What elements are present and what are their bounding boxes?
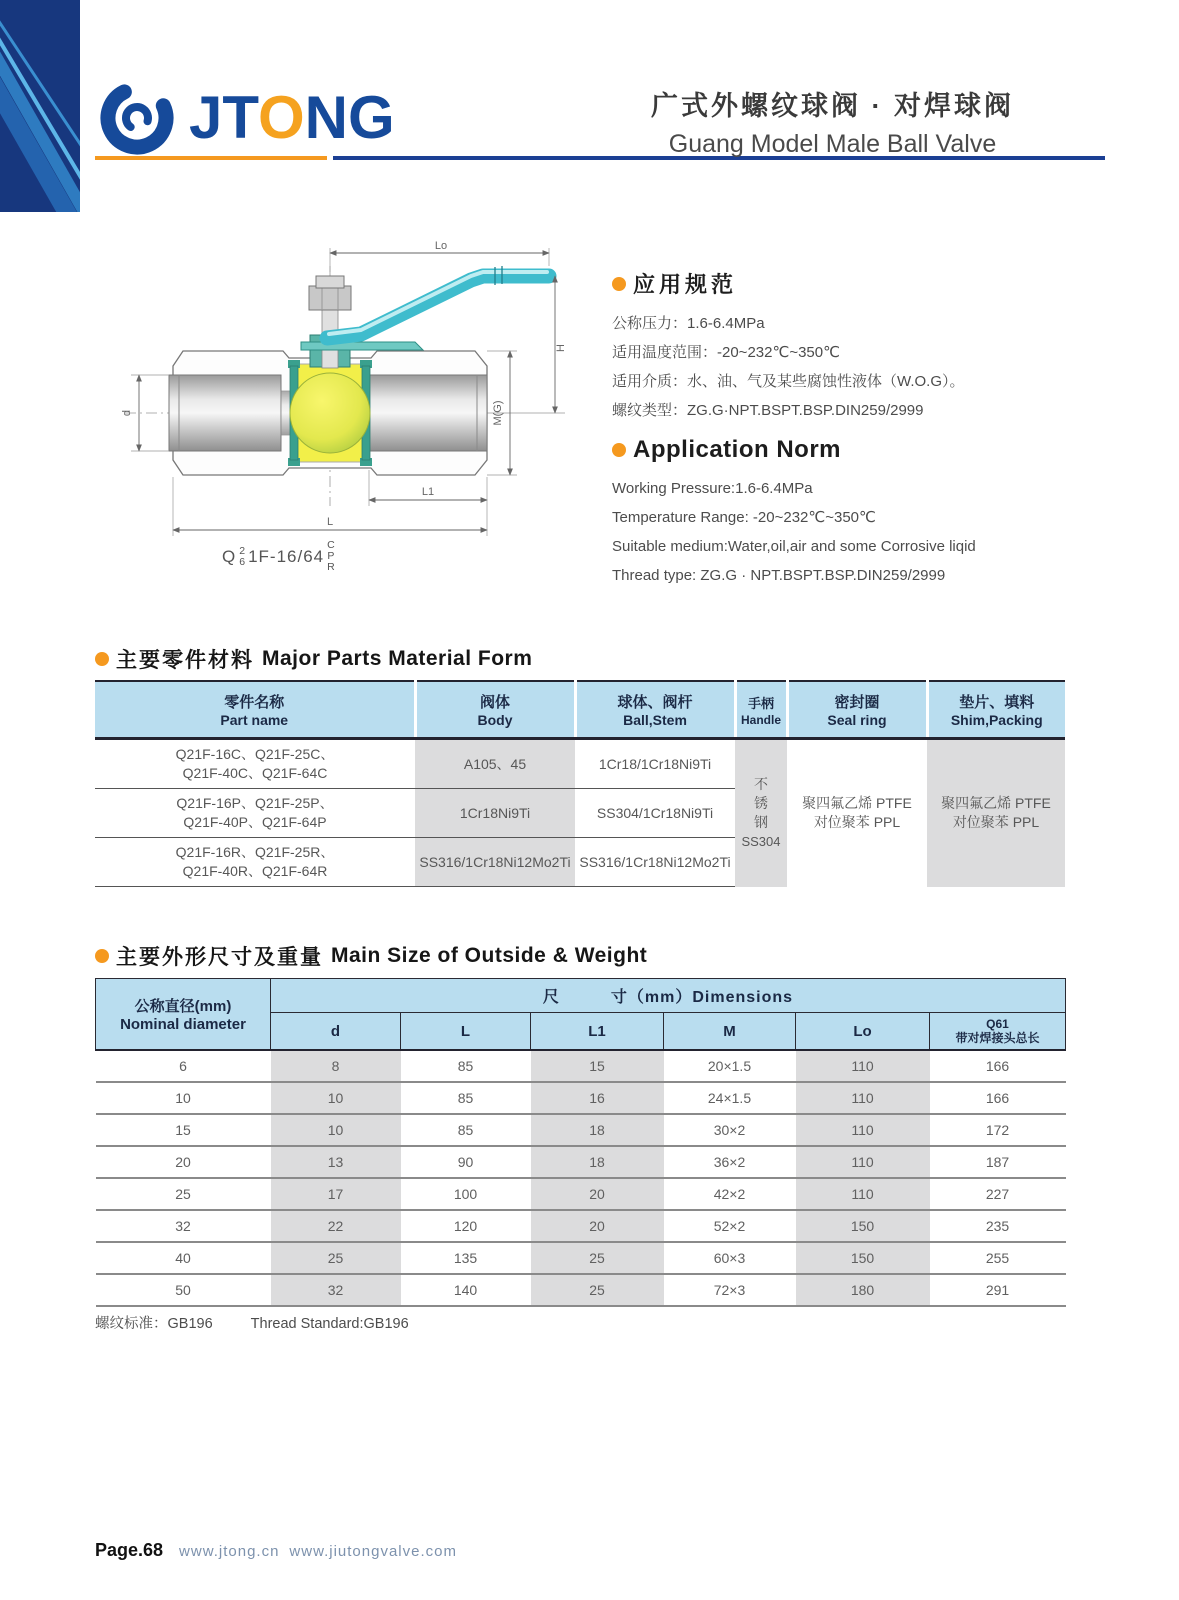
website-link-2[interactable]: www.jiutongvalve.com [289, 1543, 457, 1560]
dim-cell: 60×3 [664, 1242, 796, 1274]
dim-label-lo: Lo [434, 240, 448, 252]
bullet-icon [95, 652, 109, 666]
thread-standard-note: 螺纹标准：GB196 Thread Standard:GB196 [95, 1316, 409, 1332]
model-code-stack1: 2 6 [239, 544, 246, 568]
dim-cell: 291 [930, 1274, 1066, 1306]
dim-cell: 150 [796, 1242, 930, 1274]
dim-cell: 110 [796, 1050, 930, 1082]
page-footer [95, 1540, 457, 1561]
spec-heading-en: Application Norm [612, 436, 1092, 464]
dim-cell: 72×3 [664, 1274, 796, 1306]
corner-decoration [0, 0, 80, 212]
dim-row [96, 1210, 1066, 1242]
dim-cell: 52×2 [664, 1210, 796, 1242]
dim-cell: 150 [796, 1210, 930, 1242]
dim-cell: 42×2 [664, 1178, 796, 1210]
model-code-middle: 1F-16/64 [248, 546, 325, 566]
page-title [600, 84, 1065, 159]
dim-cell: 187 [930, 1146, 1066, 1178]
dim-cell: 166 [930, 1050, 1066, 1082]
bullet-icon [612, 277, 626, 291]
dim-cell: 85 [401, 1082, 531, 1114]
col-Lo: Lo [796, 1013, 930, 1051]
col-L1: L1 [531, 1013, 664, 1051]
dim-cell: 25 [271, 1242, 401, 1274]
pipe-end-left [169, 375, 281, 451]
cell-body: 1Cr18Ni9Ti [415, 789, 575, 838]
dim-row [96, 1242, 1066, 1274]
dim-row [96, 1274, 1066, 1306]
dim-cell: 100 [401, 1178, 531, 1210]
jtong-logo-icon [93, 72, 181, 164]
materials-section-heading: 主要零件材料 Major Parts Material Form [95, 644, 532, 674]
stem-nut [309, 286, 351, 310]
page-title-en: Guang Model Male Ball Valve [668, 130, 997, 158]
dimensions-span-header: 尺 寸（mm）Dimensions [271, 979, 1066, 1013]
dim-cell: 32 [96, 1210, 271, 1242]
dim-cell: 110 [796, 1146, 930, 1178]
dim-cell: 10 [271, 1082, 401, 1114]
spec-section-cn [612, 268, 1092, 425]
valve-technical-drawing [103, 238, 583, 570]
pipe-end-right [369, 375, 487, 451]
dim-label-l: L [326, 516, 334, 528]
dim-cell: 227 [930, 1178, 1066, 1210]
cell-body: SS316/1Cr18Ni12Mo2Ti [415, 838, 575, 887]
dim-cell: 20 [531, 1178, 664, 1210]
bullet-icon [612, 443, 626, 457]
spec-line: Temperature Range: -20~232℃~350℃ [612, 509, 876, 526]
col-handle: 手柄 Handle [735, 681, 787, 739]
spec-line: 适用介质：水、油、气及某些腐蚀性液体（W.O.G）。 [612, 373, 965, 390]
cell-body: A105、45 [415, 739, 575, 789]
model-code-stack2: C P R [327, 539, 335, 573]
dim-cell: 10 [96, 1082, 271, 1114]
materials-header-row [95, 681, 1065, 739]
spec-line: Working Pressure:1.6-6.4MPa [612, 480, 813, 497]
bullet-icon [95, 949, 109, 963]
cell-ball-stem: SS304/1Cr18Ni9Ti [575, 789, 735, 838]
dim-cell: 235 [930, 1210, 1066, 1242]
dim-cell: 17 [271, 1178, 401, 1210]
dim-row [96, 1114, 1066, 1146]
cell-ball-stem: 1Cr18/1Cr18Ni9Ti [575, 739, 735, 789]
page-title-cn: 广式外螺纹球阀 · 对焊球阀 [651, 91, 1014, 121]
materials-table [95, 680, 1065, 887]
col-d: d [271, 1013, 401, 1051]
dim-cell: 6 [96, 1050, 271, 1082]
spec-line: 螺纹类型：ZG.G·NPT.BSPT.BSP.DIN259/2999 [612, 402, 924, 419]
page-number: Page.68 [95, 1540, 164, 1560]
cell-handle-merged: 不 锈 钢 SS304 [735, 739, 787, 887]
col-seal-ring: 密封圈 Seal ring [787, 681, 927, 739]
materials-row [95, 739, 1065, 789]
website-link-1[interactable]: www.jtong.cn [179, 1543, 280, 1560]
dim-cell: 22 [271, 1210, 401, 1242]
spec-section-en [612, 436, 1092, 590]
dim-cell: 50 [96, 1274, 271, 1306]
dim-cell: 30×2 [664, 1114, 796, 1146]
dim-label-d: d [121, 409, 133, 417]
dim-row [96, 1050, 1066, 1082]
dim-cell: 25 [531, 1274, 664, 1306]
valve-ball [290, 373, 370, 453]
dim-cell: 180 [796, 1274, 930, 1306]
spec-line: 公称压力：1.6-6.4MPa [612, 315, 765, 332]
dim-label-h: H [555, 344, 567, 352]
cell-part-name: Q21F-16P、Q21F-25P、 Q21F-40P、Q21F-64P [95, 789, 415, 838]
cell-shim-merged: 聚四氟乙烯 PTFE 对位聚苯 PPL [927, 739, 1065, 887]
col-Q61: Q61 带对焊接头总长 [930, 1013, 1066, 1051]
dim-cell: 172 [930, 1114, 1066, 1146]
dimensions-table [95, 978, 1066, 1307]
dim-cell: 18 [531, 1146, 664, 1178]
dim-cell: 15 [531, 1050, 664, 1082]
dim-cell: 135 [401, 1242, 531, 1274]
col-ball-stem: 球体、阀杆 Ball,Stem [575, 681, 735, 739]
col-part-name: 零件名称 Part name [95, 681, 415, 739]
spec-line: 适用温度范围：-20~232℃~350℃ [612, 344, 840, 361]
dim-cell: 13 [271, 1146, 401, 1178]
col-nominal-diameter: 公称直径(mm) Nominal diameter [96, 979, 271, 1051]
handle-bracket [301, 342, 423, 350]
dim-cell: 166 [930, 1082, 1066, 1114]
dim-cell: 110 [796, 1082, 930, 1114]
col-L: L [401, 1013, 531, 1051]
dim-cell: 10 [271, 1114, 401, 1146]
spec-heading-cn: 应用规范 [612, 268, 1092, 299]
dim-cell: 20 [531, 1210, 664, 1242]
cell-part-name: Q21F-16R、Q21F-25R、 Q21F-40R、Q21F-64R [95, 838, 415, 887]
dimensions-section-heading: 主要外形尺寸及重量 Main Size of Outside & Weight [95, 941, 647, 971]
dim-cell: 18 [531, 1114, 664, 1146]
dim-cell: 85 [401, 1050, 531, 1082]
dim-row [96, 1178, 1066, 1210]
dim-cell: 110 [796, 1114, 930, 1146]
logo-wordmark: JTONG [189, 84, 395, 151]
dim-cell: 15 [96, 1114, 271, 1146]
dim-cell: 120 [401, 1210, 531, 1242]
cell-ball-stem: SS316/1Cr18Ni12Mo2Ti [575, 838, 735, 887]
dim-cell: 40 [96, 1242, 271, 1274]
model-code-prefix: Q [222, 546, 237, 566]
cell-seal-ring-merged: 聚四氟乙烯 PTFE 对位聚苯 PPL [802, 795, 912, 831]
spec-line: Thread type: ZG.G · NPT.BSPT.BSP.DIN259/2999 [612, 567, 946, 584]
dim-row [96, 1082, 1066, 1114]
dim-row [96, 1146, 1066, 1178]
dim-label-l1: L1 [421, 486, 435, 498]
jtong-logo [93, 72, 395, 164]
dim-cell: 25 [96, 1178, 271, 1210]
dim-cell: 140 [401, 1274, 531, 1306]
dim-cell: 36×2 [664, 1146, 796, 1178]
col-M: M [664, 1013, 796, 1051]
dim-cell: 32 [271, 1274, 401, 1306]
col-body: 阀体 Body [415, 681, 575, 739]
dim-label-mg: M(G) [492, 400, 504, 426]
dim-cell: 85 [401, 1114, 531, 1146]
dim-cell: 16 [531, 1082, 664, 1114]
dim-cell: 90 [401, 1146, 531, 1178]
dim-cell: 255 [930, 1242, 1066, 1274]
dim-cell: 24×1.5 [664, 1082, 796, 1114]
dim-cell: 20 [96, 1146, 271, 1178]
model-code [222, 540, 338, 573]
col-shim-packing: 垫片、填料 Shim,Packing [927, 681, 1065, 739]
dim-header-row1 [96, 979, 1066, 1013]
dim-cell: 110 [796, 1178, 930, 1210]
cell-part-name: Q21F-16C、Q21F-25C、 Q21F-40C、Q21F-64C [95, 739, 415, 789]
header-rule-orange [95, 156, 327, 160]
spec-line: Suitable medium:Water,oil,air and some Corrosive liqid [612, 538, 976, 555]
dim-cell: 20×1.5 [664, 1050, 796, 1082]
dim-cell: 25 [531, 1242, 664, 1274]
dim-cell: 8 [271, 1050, 401, 1082]
